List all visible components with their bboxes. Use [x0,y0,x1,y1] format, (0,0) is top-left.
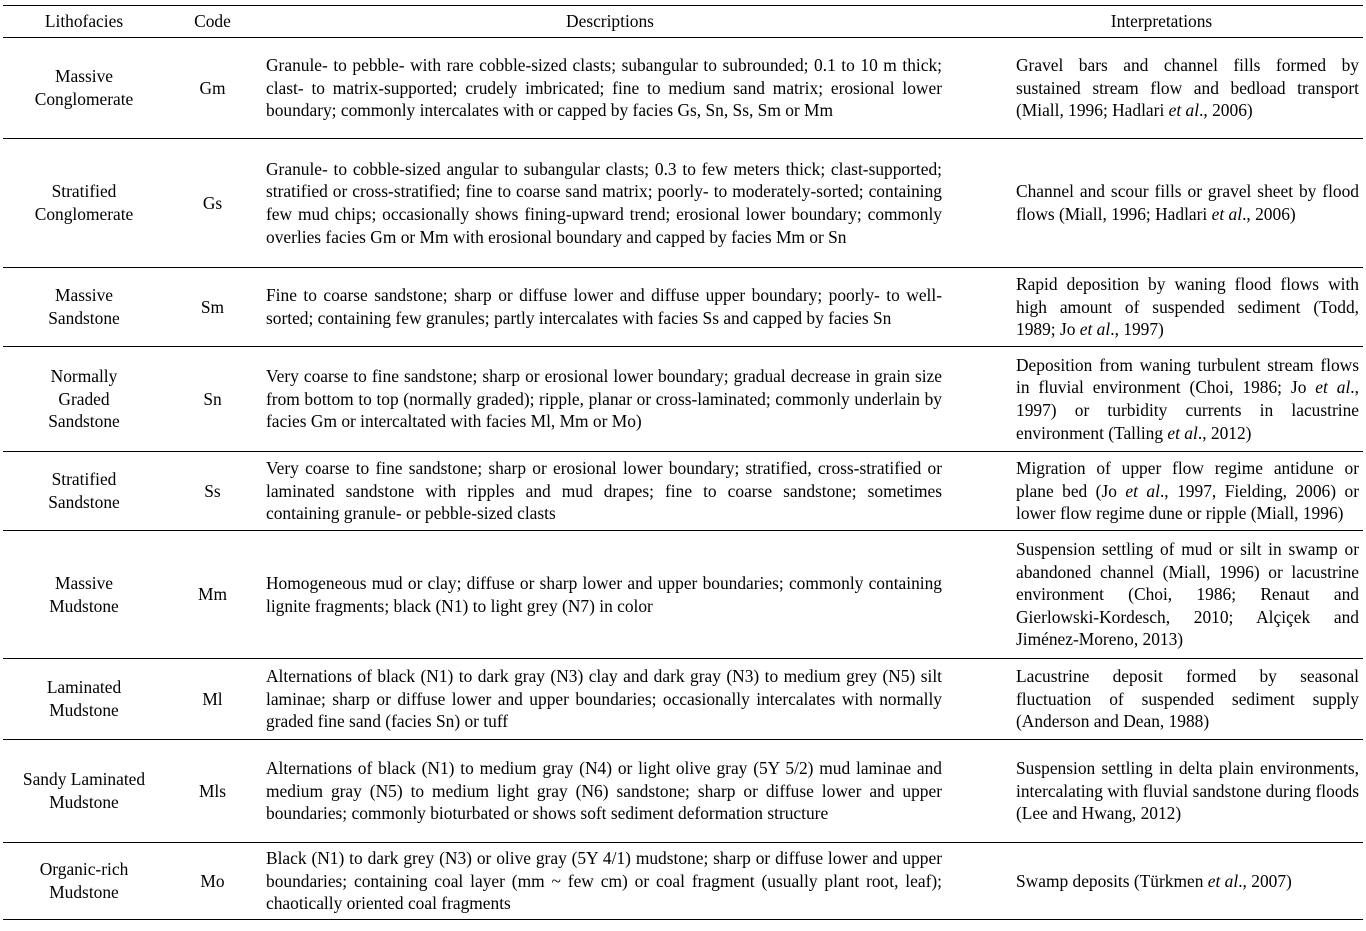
code-cell: Gs [165,139,260,268]
table-row [3,268,1363,347]
description-cell: Alternations of black (N1) to medium gray (N4) or light olive gray (5Y 5/2) mud laminae and medium gray (N5) to medium light gray (N6) sandstone; sharp or diffuse lower and upper boundaries; commonly bioturbated or shows soft sediment deformation structure [260,740,960,843]
table-row [3,139,1363,268]
interpretation-cell: Lacustrine deposit formed by seasonal fluctuation of suspended sediment supply (Anderson and Dean, 1988) [960,659,1363,740]
description-cell: Homogeneous mud or clay; diffuse or sharp lower and upper boundaries; commonly containing lignite fragments; black (N1) to light grey (N7) in color [260,531,960,659]
code-cell: Mls [165,740,260,843]
interpretation-cell: Gravel bars and channel fills formed by sustained stream flow and bedload transport (Miall, 1996; Hadlari et al., 2006) [960,38,1363,139]
table-row [3,347,1363,452]
interpretation-cell: Rapid deposition by waning flood flows with high amount of suspended sediment (Todd, 1989; Jo et al., 1997) [960,268,1363,347]
lithofacies-cell: Sandy Laminated Mudstone [3,740,165,843]
header-interpretations: Interpretations [960,6,1363,38]
lithofacies-cell: Stratified Conglomerate [3,139,165,268]
table-row [3,452,1363,531]
code-cell: Sm [165,268,260,347]
table-row [3,659,1363,740]
lithofacies-cell: Laminated Mudstone [3,659,165,740]
table-row [3,531,1363,659]
header-lithofacies: Lithofacies [3,6,165,38]
code-cell: Sn [165,347,260,452]
lithofacies-cell: Stratified Sandstone [3,452,165,531]
table-row [3,38,1363,139]
description-cell: Alternations of black (N1) to dark gray (N3) clay and dark gray (N3) to medium grey (N5) silt laminae; sharp or diffuse lower and upper boundaries; occasionally intercalates with normally graded fine sand (facies Sn) or tuff [260,659,960,740]
interpretation-cell: Suspension settling of mud or silt in swamp or abandoned channel (Miall, 1996) or lacustrine environment (Choi, 1986; Renaut and Gierlowski-Kordesch, 2010; Alçiçek and Jiménez-Moreno, 2013) [960,531,1363,659]
lithofacies-cell: Massive Sandstone [3,268,165,347]
description-cell: Very coarse to fine sandstone; sharp or erosional lower boundary; gradual decrease in grain size from bottom to top (normally graded); ripple, planar or cross-laminated; commonly underlain by facies Gm or intercaltated with facies Ml, Mm or Mo) [260,347,960,452]
interpretation-cell: Swamp deposits (Türkmen et al., 2007) [960,843,1363,920]
interpretation-cell: Channel and scour fills or gravel sheet by flood flows (Miall, 1996; Hadlari et al., 2006) [960,139,1363,268]
lithofacies-cell: Normally Graded Sandstone [3,347,165,452]
code-cell: Gm [165,38,260,139]
lithofacies-cell: Massive Conglomerate [3,38,165,139]
lithofacies-cell: Organic-rich Mudstone [3,843,165,920]
description-cell: Granule- to cobble-sized angular to subangular clasts; 0.3 to few meters thick; clast-supported; stratified or cross-stratified; fine to coarse sand matrix; poorly- to moderately-sorted; containing few mud chips; occasionally shows fining-upward trend; erosional lower boundary; commonly overlies facies Gm or Mm with erosional boundary and capped by facies Mm or Sn [260,139,960,268]
interpretation-cell: Deposition from waning turbulent stream flows in fluvial environment (Choi, 1986; Jo et al., 1997) or turbidity currents in lacustrine environment (Talling et al., 2012) [960,347,1363,452]
description-cell: Very coarse to fine sandstone; sharp or erosional lower boundary; stratified, cross-stratified or laminated sandstone with ripples and mud drapes; fine to coarse sandstone; sometimes containing granule- or pebble-sized clasts [260,452,960,531]
code-cell: Ss [165,452,260,531]
code-cell: Ml [165,659,260,740]
interpretation-cell: Migration of upper flow regime antidune or plane bed (Jo et al., 1997, Fielding, 2006) or lower flow regime dune or ripple (Miall, 1996) [960,452,1363,531]
header-descriptions: Descriptions [260,6,960,38]
table-row [3,843,1363,920]
header-code: Code [165,6,260,38]
header-row [3,6,1363,38]
table-row [3,740,1363,843]
lithofacies-cell: Massive Mudstone [3,531,165,659]
description-cell: Granule- to pebble- with rare cobble-sized clasts; subangular to subrounded; 0.1 to 10 m thick; clast- to matrix-supported; crudely imbricated; fine to medium sand matrix; erosional lower boundary; commonly intercalates with or capped by facies Gs, Sn, Ss, Sm or Mm [260,38,960,139]
interpretation-cell: Suspension settling in delta plain environments, intercalating with fluvial sandstone during floods (Lee and Hwang, 2012) [960,740,1363,843]
description-cell: Black (N1) to dark grey (N3) or olive gray (5Y 4/1) mudstone; sharp or diffuse lower and upper boundaries; containing coal layer (mm ~ few cm) or coal fragment (usually plant root, leaf); chaotically oriented coal fragments [260,843,960,920]
lithofacies-table [3,5,1363,920]
code-cell: Mm [165,531,260,659]
description-cell: Fine to coarse sandstone; sharp or diffuse lower and diffuse upper boundary; poorly- to well-sorted; containing few granules; partly intercalates with facies Ss and capped by facies Sn [260,268,960,347]
code-cell: Mo [165,843,260,920]
